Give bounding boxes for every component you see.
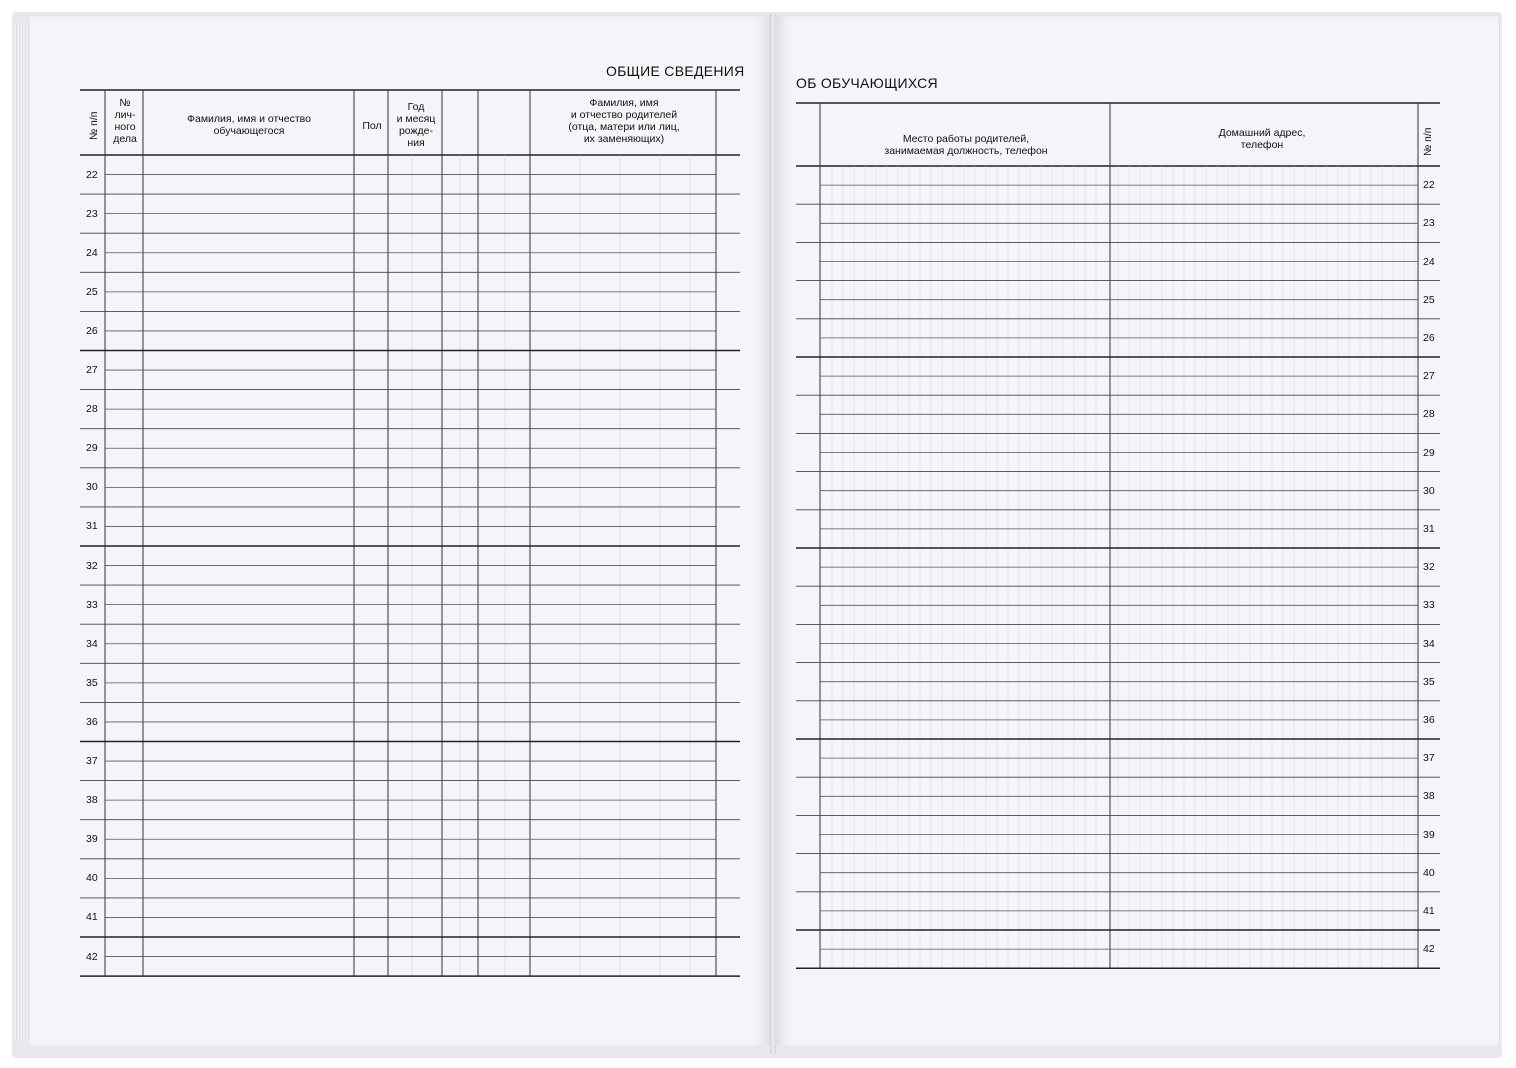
row-number-right: 38 (1423, 790, 1435, 803)
row-number-right: 42 (1423, 943, 1435, 956)
row-number-left: 40 (86, 872, 98, 885)
row-number-right: 32 (1423, 561, 1435, 574)
row-number-left: 25 (86, 285, 98, 298)
row-number-right: 31 (1423, 522, 1435, 535)
row-number-right: 41 (1423, 904, 1435, 917)
row-number-left: 42 (86, 950, 98, 963)
row-number-left: 29 (86, 442, 98, 455)
left-page-title: ОБЩИЕ СВЕДЕНИЯ (606, 63, 745, 79)
row-number-right: 28 (1423, 408, 1435, 421)
row-number-right: 40 (1423, 866, 1435, 879)
left-col-sex-header: Пол (362, 120, 382, 132)
left-col-birth-header: Год и месяц рожде- ния (396, 101, 436, 149)
left-col-name-header: Фамилия, имя и отчество обучающегося (187, 113, 311, 137)
row-number-left: 38 (86, 794, 98, 807)
row-number-right: 34 (1423, 637, 1435, 650)
row-number-right: 27 (1423, 370, 1435, 383)
row-number-left: 23 (86, 207, 98, 220)
row-number-right: 25 (1423, 293, 1435, 306)
row-number-right: 35 (1423, 675, 1435, 688)
row-number-right: 26 (1423, 331, 1435, 344)
row-number-left: 39 (86, 833, 98, 846)
row-number-left: 35 (86, 676, 98, 689)
row-number-left: 28 (86, 403, 98, 416)
left-col-number-header: № п/п (88, 111, 100, 140)
row-number-right: 37 (1423, 752, 1435, 765)
left-col-parents-header: Фамилия, имя и отчество родителей (отца, матери или лиц, их заменяющих) (568, 97, 680, 145)
row-number-left: 37 (86, 755, 98, 768)
row-number-left: 33 (86, 598, 98, 611)
row-number-left: 31 (86, 520, 98, 533)
row-number-left: 27 (86, 364, 98, 377)
row-number-right: 39 (1423, 828, 1435, 841)
row-number-left: 32 (86, 559, 98, 572)
row-number-left: 34 (86, 637, 98, 650)
row-number-left: 41 (86, 911, 98, 924)
row-number-left: 26 (86, 324, 98, 337)
right-col-workplace-header: Место работы родителей, занимаемая должность, телефон (884, 133, 1048, 157)
right-page-title: ОБ ОБУЧАЮЩИХСЯ (796, 75, 938, 91)
row-number-left: 22 (86, 168, 98, 181)
row-number-right: 24 (1423, 255, 1435, 268)
row-number-left: 24 (86, 246, 98, 259)
row-number-right: 22 (1423, 179, 1435, 192)
row-number-right: 36 (1423, 713, 1435, 726)
row-number-right: 33 (1423, 599, 1435, 612)
row-number-right: 30 (1423, 484, 1435, 497)
right-col-address-header: Домашний адрес, телефон (1218, 127, 1306, 151)
right-col-number-header: № п/п (1422, 127, 1434, 156)
left-col-file-header: № лич- ного дела (113, 97, 137, 145)
row-number-left: 30 (86, 481, 98, 494)
row-number-right: 29 (1423, 446, 1435, 459)
row-number-right: 23 (1423, 217, 1435, 230)
row-number-left: 36 (86, 715, 98, 728)
